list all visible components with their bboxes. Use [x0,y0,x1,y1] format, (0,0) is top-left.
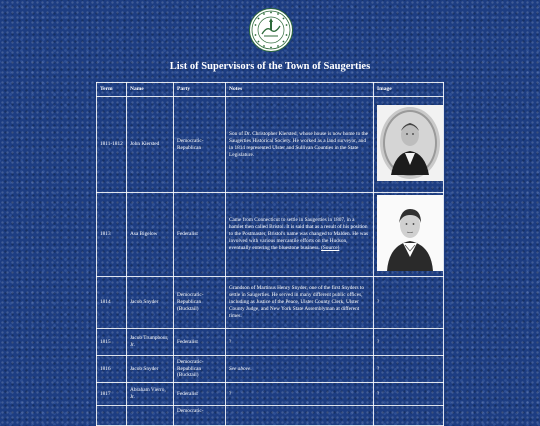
party-cell: Democratic- [174,406,226,426]
name-cell: Abraham Vierro, Jr. [127,383,174,406]
notes-cell: See above. [226,356,374,383]
column-header-name: Name [127,83,174,97]
party-cell: Democratic-Republican (Bucktail) [174,277,226,329]
term-cell: 1816 [97,356,127,383]
notes-cell: Son of Dr. Christopher Kiersted, whose house is now home to the Saugerties Historical Society. He worked as a land surveyor, and in 1814 represented Ulster and Sullivan Counties in the State Legislature. [226,97,374,193]
notes-cell: ? [226,383,374,406]
term-cell: 1813 [97,193,127,277]
table-row [97,277,444,329]
name-cell: Jacob Trumpbour, Jr. [127,329,174,356]
image-cell: ? [374,277,444,329]
column-header-notes: Notes [226,83,374,97]
party-cell: Federalist [174,329,226,356]
term-cell: 1815 [97,329,127,356]
term-cell: 1814 [97,277,127,329]
town-seal-logo [249,8,293,52]
table-row [97,193,444,277]
image-cell [374,406,444,426]
image-cell [374,97,444,193]
image-cell: ? [374,329,444,356]
portrait-image [377,105,443,181]
notes-cell [226,193,374,277]
table-row [97,383,444,406]
column-header-image: Image [374,83,444,97]
table-row [97,356,444,383]
name-cell [127,406,174,426]
party-cell: Democratic-Republican [174,97,226,193]
party-cell: Democratic-Republican (Bucktail) [174,356,226,383]
image-cell: ? [374,383,444,406]
party-cell: Federalist [174,193,226,277]
notes-cell: Grandson of Martinus Henry Snyder, one of the first Snyders to settle in Saugerties. He served in many different public offices, including as Justice of the Peace, Ulster County Clerk, Ulster County Judge, and New York State Assemblyman at different times. [226,277,374,329]
supervisors-table [96,82,444,426]
party-cell: Federalist [174,383,226,406]
table-row [97,97,444,193]
page-title: List of Supervisors of the Town of Saugerties [169,61,371,72]
column-header-party: Party [174,83,226,97]
column-header-term: Term [97,83,127,97]
term-cell: 1811-1812 [97,97,127,193]
name-cell: Asa Bigelow [127,193,174,277]
table-row [97,329,444,356]
notes-cell [226,406,374,426]
name-cell: Jacob Snyder [127,356,174,383]
source-link[interactable]: (Source) [321,244,340,251]
name-cell: John Kiersted [127,97,174,193]
table-header-row [97,83,444,97]
term-cell [97,406,127,426]
image-cell: ? [374,356,444,383]
term-cell: 1817 [97,383,127,406]
table-row [97,406,444,426]
notes-cell: ? [226,329,374,356]
portrait-image [377,195,443,271]
name-cell: Jacob Snyder [127,277,174,329]
notes-text: Came from Connecticut to settle in Saugerties in 1807, in a hamlet then called Bristol. It is said that as a result of his position to the Postmaster, Bristol's name was changed to Malden. He was involved with various mercantile efforts on the Hudson, eventually entering the bluestone business. [229,217,369,251]
image-cell [374,193,444,277]
